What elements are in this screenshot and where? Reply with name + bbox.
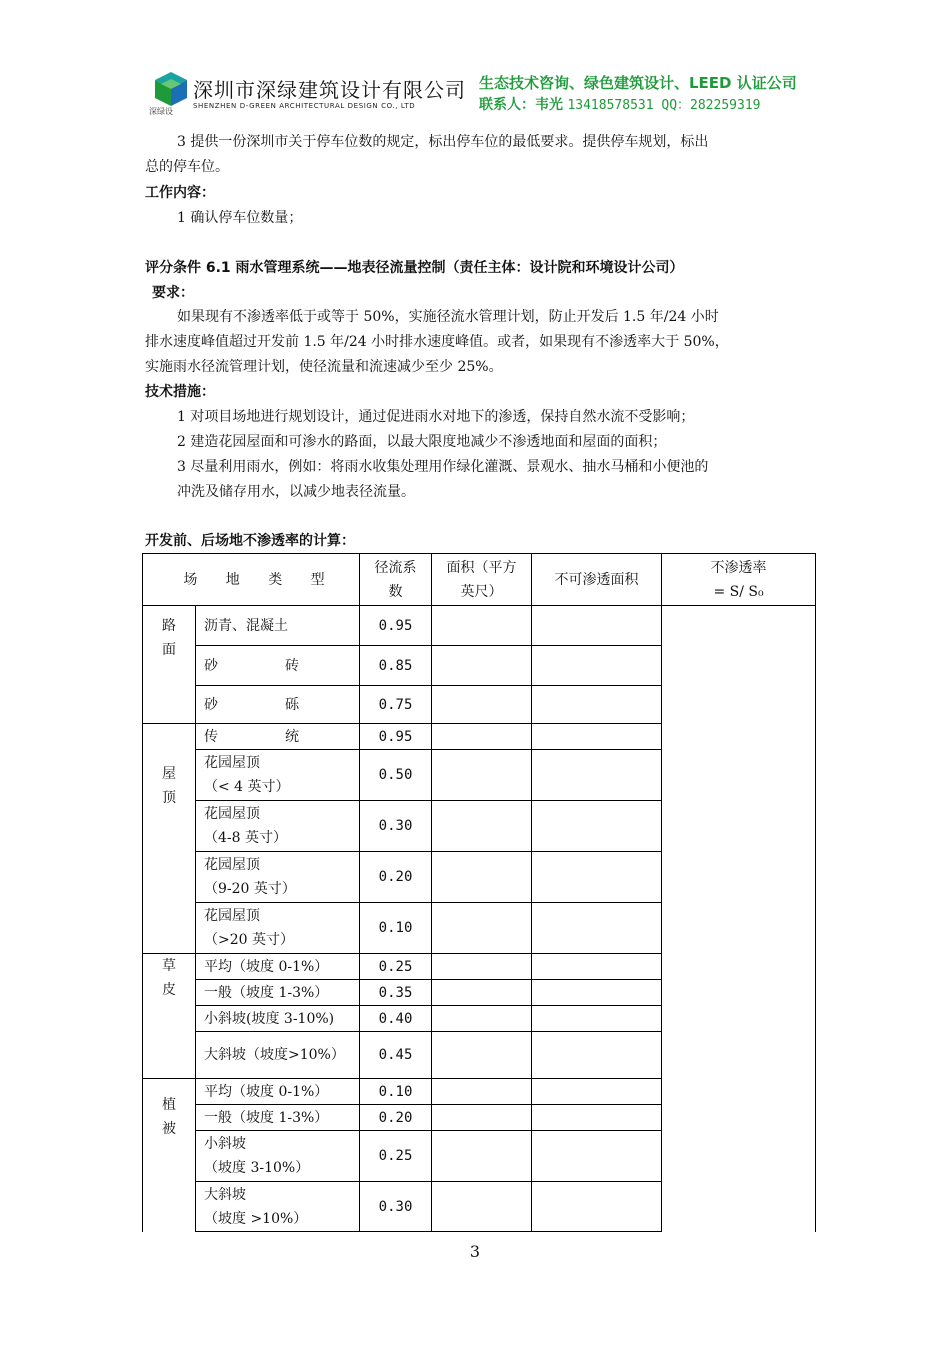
list-item-continuation: 冲洗及储存用水，以减少地表径流量。 bbox=[177, 484, 415, 500]
category-cell: 草 皮 bbox=[143, 954, 196, 1079]
impervious-area-cell bbox=[532, 724, 662, 750]
coefficient-cell: 0.50 bbox=[360, 750, 432, 801]
area-cell bbox=[432, 1105, 532, 1131]
area-cell bbox=[432, 1032, 532, 1079]
header-site-type: 场 地 类 型 bbox=[143, 554, 360, 606]
company-logo-icon bbox=[151, 72, 191, 106]
header-area: 面积（平方 英尺） bbox=[432, 554, 532, 606]
paragraph-line: 1 确认停车位数量； bbox=[177, 210, 303, 226]
contact-label: 联系人：韦光 bbox=[479, 97, 563, 113]
impervious-area-cell bbox=[532, 1032, 662, 1079]
area-cell bbox=[432, 1079, 532, 1105]
site-type-cell: 一般（坡度 1-3%） bbox=[196, 1105, 360, 1131]
area-cell bbox=[432, 724, 532, 750]
list-item: 1 对项目场地进行规划设计，通过促进雨水对地下的渗透，保持自然水流不受影响； bbox=[177, 409, 695, 425]
coefficient-cell: 0.85 bbox=[360, 646, 432, 686]
impervious-area-cell bbox=[532, 903, 662, 954]
section-heading: 工作内容： bbox=[145, 185, 215, 201]
coefficient-cell: 0.75 bbox=[360, 686, 432, 724]
area-cell bbox=[432, 606, 532, 646]
impervious-area-cell bbox=[532, 646, 662, 686]
coefficient-cell: 0.95 bbox=[360, 724, 432, 750]
site-type-cell: 平均（坡度 0-1%） bbox=[196, 954, 360, 980]
impervious-area-cell bbox=[532, 686, 662, 724]
site-type-cell: 小斜坡(坡度 3-10%) bbox=[196, 1006, 360, 1032]
logo-caption: 深绿设 bbox=[149, 107, 173, 116]
header-impervious-rate: 不渗透率 = S/ S₀ bbox=[662, 554, 816, 606]
impervious-area-cell bbox=[532, 1182, 662, 1232]
company-tagline: 生态技术咨询、绿色建筑设计、LEED 认证公司 bbox=[479, 74, 797, 92]
coefficient-cell: 0.20 bbox=[360, 852, 432, 903]
paragraph-line: 总的停车位。 bbox=[145, 159, 229, 175]
table-row bbox=[143, 606, 816, 646]
company-name: 深圳市深绿建筑设计有限公司 bbox=[193, 78, 466, 102]
impervious-area-cell bbox=[532, 750, 662, 801]
header-runoff-coefficient: 径流系 数 bbox=[360, 554, 432, 606]
area-cell bbox=[432, 852, 532, 903]
paragraph-line: 排水速度峰值超过开发前 1.5 年/24 小时排水速度峰值。或者，如果现有不渗透率大于 50%， bbox=[145, 334, 729, 350]
area-cell bbox=[432, 801, 532, 852]
category-cell: 屋 顶 bbox=[143, 724, 196, 954]
site-type-cell: 平均（坡度 0-1%） bbox=[196, 1079, 360, 1105]
site-type-cell: 砂 砾 bbox=[196, 686, 360, 724]
header-impervious-area: 不可渗透面积 bbox=[532, 554, 662, 606]
paragraph-line: 如果现有不渗透率低于或等于 50%，实施径流水管理计划，防止开发后 1.5 年/24 小时 bbox=[177, 309, 719, 325]
site-type-cell: 砂 砖 bbox=[196, 646, 360, 686]
impervious-area-cell bbox=[532, 606, 662, 646]
area-cell bbox=[432, 954, 532, 980]
site-type-cell: 大斜坡（坡度>10%） bbox=[196, 1032, 360, 1079]
site-type-cell: 花园屋顶 （< 4 英寸） bbox=[196, 750, 360, 801]
coefficient-cell: 0.10 bbox=[360, 1079, 432, 1105]
table-title: 开发前、后场地不渗透率的计算： bbox=[145, 533, 355, 549]
impervious-area-cell bbox=[532, 1105, 662, 1131]
impervious-area-cell bbox=[532, 852, 662, 903]
impervious-rate-cell bbox=[662, 606, 816, 1232]
site-type-cell: 大斜坡 （坡度 >10%） bbox=[196, 1182, 360, 1232]
area-cell bbox=[432, 750, 532, 801]
coefficient-cell: 0.45 bbox=[360, 1032, 432, 1079]
paragraph-line: 实施雨水径流管理计划，使径流量和流速减少至少 25%。 bbox=[145, 359, 503, 375]
site-type-cell: 花园屋顶 （>20 英寸） bbox=[196, 903, 360, 954]
area-cell bbox=[432, 1131, 532, 1182]
letterhead bbox=[145, 70, 825, 120]
coefficient-cell: 0.30 bbox=[360, 1182, 432, 1232]
page-number: 3 bbox=[469, 1242, 481, 1261]
condition-heading: 评分条件 6.1 雨水管理系统——地表径流量控制（责任主体：设计院和环境设计公司） bbox=[145, 260, 684, 276]
coefficient-cell: 0.10 bbox=[360, 903, 432, 954]
list-item: 2 建造花园屋面和可渗水的路面，以最大限度地减少不渗透地面和屋面的面积； bbox=[177, 434, 667, 450]
coefficient-cell: 0.30 bbox=[360, 801, 432, 852]
coefficient-cell: 0.20 bbox=[360, 1105, 432, 1131]
list-item: 3 尽量利用雨水，例如：将雨水收集处理用作绿化灌溉、景观水、抽水马桶和小便池的 bbox=[177, 459, 709, 475]
area-cell bbox=[432, 646, 532, 686]
imperviousness-table bbox=[142, 553, 816, 1232]
coefficient-cell: 0.95 bbox=[360, 606, 432, 646]
area-cell bbox=[432, 1006, 532, 1032]
impervious-area-cell bbox=[532, 980, 662, 1006]
coefficient-cell: 0.25 bbox=[360, 1131, 432, 1182]
site-type-cell: 花园屋顶 （9-20 英寸） bbox=[196, 852, 360, 903]
impervious-area-cell bbox=[532, 1006, 662, 1032]
area-cell bbox=[432, 980, 532, 1006]
paragraph-line: 3 提供一份深圳市关于停车位数的规定，标出停车位的最低要求。提供停车规划，标出 bbox=[177, 134, 709, 150]
coefficient-cell: 0.35 bbox=[360, 980, 432, 1006]
contact-line bbox=[479, 94, 760, 114]
company-name-english: SHENZHEN D-GREEN ARCHITECTURAL DESIGN CO., LTD bbox=[193, 102, 416, 110]
contact-number: 13418578531 QQ：282259319 bbox=[567, 98, 761, 113]
section-heading: 要求： bbox=[152, 285, 194, 301]
section-heading: 技术措施： bbox=[145, 384, 215, 400]
area-cell bbox=[432, 903, 532, 954]
coefficient-cell: 0.25 bbox=[360, 954, 432, 980]
site-type-cell: 花园屋顶 （4-8 英寸） bbox=[196, 801, 360, 852]
category-cell: 植 被 bbox=[143, 1079, 196, 1232]
impervious-area-cell bbox=[532, 1131, 662, 1182]
site-type-cell: 传 统 bbox=[196, 724, 360, 750]
category-cell: 路 面 bbox=[143, 606, 196, 724]
impervious-area-cell bbox=[532, 1079, 662, 1105]
site-type-cell: 一般（坡度 1-3%） bbox=[196, 980, 360, 1006]
site-type-cell: 小斜坡 （坡度 3-10%） bbox=[196, 1131, 360, 1182]
site-type-cell: 沥青、混凝土 bbox=[196, 606, 360, 646]
coefficient-cell: 0.40 bbox=[360, 1006, 432, 1032]
impervious-area-cell bbox=[532, 801, 662, 852]
table-header-row bbox=[143, 554, 816, 606]
area-cell bbox=[432, 686, 532, 724]
area-cell bbox=[432, 1182, 532, 1232]
impervious-area-cell bbox=[532, 954, 662, 980]
